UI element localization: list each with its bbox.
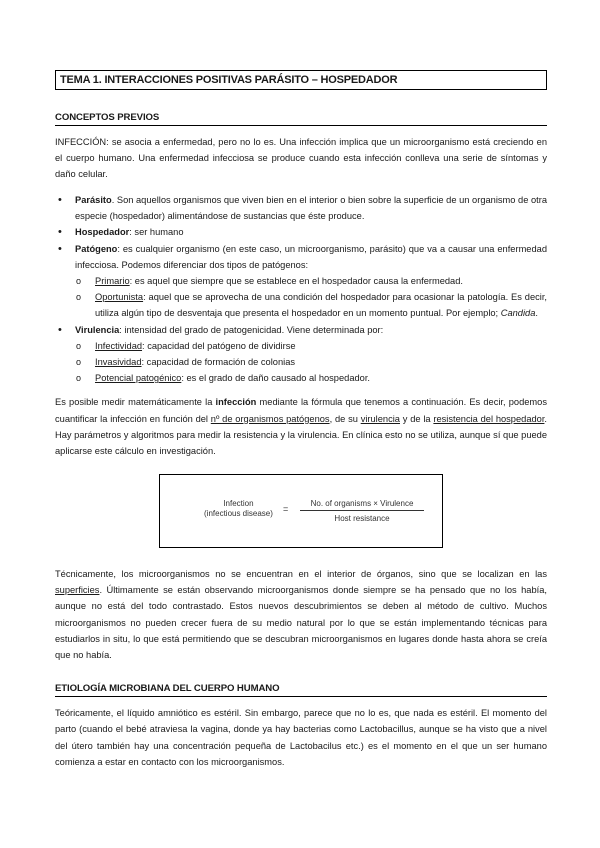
patogeno-types-list (75, 273, 547, 322)
virulencia-factors-list (75, 338, 547, 387)
list-item-parasito (55, 192, 547, 224)
def-potencial: : es el grado de daño causado al hospedador. (181, 373, 370, 384)
medir-resistencia: resistencia del hospedador (433, 413, 545, 424)
list-item-infectividad (75, 338, 547, 354)
list-item-potencial (75, 370, 547, 386)
formula-infectious-disease: (infectious disease) (204, 509, 273, 518)
oportunista-end: . (535, 308, 538, 319)
paragraph-tecnicamente (55, 566, 547, 663)
infection-formula (159, 474, 443, 548)
paragraph-teoricamente: Teóricamente, el líquido amniótico es estéril. Sin embargo, parece que no lo es, que nada es estéril. El momento del parto (cuando el bebé atraviesa la vagina, donde ya hay bacterias como Lactobacillus, aunque se ha visto que a nivel del útero también hay una concentración pequeña de Lactobacilus etc.) es el momento en el que un ser humano comienza a estar en contacto con los microorganismos. (55, 708, 547, 767)
term-patogeno: Patógeno (75, 243, 118, 254)
term-hospedador: Hospedador (75, 227, 130, 238)
paragraph-medir (55, 394, 547, 459)
formula-left (204, 499, 273, 519)
list-item-oportunista (75, 289, 547, 321)
tecnicamente-superficies: superficies (55, 585, 100, 596)
document-page (55, 70, 547, 468)
def-infectividad: : capacidad del patógeno de dividirse (142, 340, 296, 351)
paragraph-infeccion: INFECCIÓN: se asocia a enfermedad, pero no lo es. Una infección implica que un microorganismo está creciendo en el cuerpo humano. Una enfermedad infecciosa se produce cuando esta infección conlleva una serie de síntomas y daño celular. (55, 137, 547, 180)
list-item-virulencia (55, 322, 547, 387)
medir-virulencia: virulencia (360, 413, 400, 424)
tecnicamente-text-a: Técnicamente, los microorganismos no se encuentran en el interior de órganos, sino que se localizan en las (55, 569, 547, 579)
formula-denominator: Host resistance (334, 514, 390, 523)
section-heading-conceptos: CONCEPTOS PREVIOS (55, 112, 547, 126)
def-primario: : es aquel que siempre que se establece en el hospedador causa la enfermedad. (129, 275, 463, 286)
formula-equals: = (283, 504, 289, 514)
def-patogeno: : es cualquier organismo (en este caso, un microorganismo, parásito) que va a causar una enfermedad infecciosa. Podemos diferenciar dos tipos de patógenos: (75, 243, 547, 270)
term-oportunista: Oportunista (95, 292, 144, 303)
medir-text-i: . Hay parámetros y algoritmos para medir la resistencia y la virulencia. En clínica esto no se utiliza, aunque sí que puede aplicarse este cálculo en investigación. (55, 413, 548, 456)
lower-content (55, 566, 547, 779)
medir-text-c: mediante la fórmula que tenemos a continuación. Es decir, podemos cuantificar la infección en función del (55, 397, 547, 424)
medir-organismos: nº de organismos patógenos (210, 413, 330, 424)
list-item-patogeno (55, 241, 547, 322)
term-potencial: Potencial patogénico (95, 373, 182, 384)
section-heading-etiologia: ETIOLOGÍA MICROBIANA DEL CUERPO HUMANO (55, 683, 547, 697)
def-invasividad: : capacidad de formación de colonias (141, 356, 296, 367)
medir-text-e: , de su (329, 413, 361, 424)
term-parasito: Parásito (75, 194, 112, 205)
medir-text-g: y de la (399, 413, 434, 424)
list-item-hospedador (55, 224, 547, 240)
medir-infeccion: infección (215, 397, 257, 408)
def-hospedador: : ser humano (129, 227, 184, 238)
definitions-list (55, 192, 547, 386)
list-item-primario (75, 273, 547, 289)
formula-numerator: No. of organisms × Virulence (300, 499, 424, 511)
page-title: TEMA 1. INTERACCIONES POSITIVAS PARÁSITO – HOSPEDADOR (55, 70, 547, 90)
term-virulencia: Virulencia (75, 324, 120, 335)
term-invasividad: Invasividad (95, 356, 142, 367)
def-oportunista: : aquel que se aprovecha de una condición del hospedador para ocasionar la patología. Es decir, utiliza algún tipo de desventaja que presenta el hospedador en un momento puntual. Por ejemplo; (95, 292, 547, 319)
tecnicamente-text-c: . Últimamente se están observando microorganismos donde siempre se ha pensado que no los había, aunque no está del todo contrastado. Estos nuevos descubrimientos se deben al método de cultivo. Muchos microorganismos no pueden crecer fuera de su medio natural por lo que se están implementando técnicas para estudiarlos in situ, lo que está permitiendo que se descubran microorganismos en lugares donde hasta ahora se creía que no había. (55, 585, 547, 661)
list-item-invasividad (75, 354, 547, 370)
medir-text-a: Es posible medir matemáticamente la (55, 397, 216, 408)
formula-infection: Infection (223, 499, 254, 508)
def-virulencia: : intensidad del grado de patogenicidad. Viene determinada por: (119, 324, 384, 335)
term-infectividad: Infectividad (95, 340, 143, 351)
def-parasito: . Son aquellos organismos que viven bien en el interior o bien sobre la superficie de un organismo de otra especie (hospedador) alimentándose de sustancias que éste produce. (75, 194, 547, 222)
example-candida: Candida (500, 308, 536, 319)
term-primario: Primario (95, 275, 130, 286)
